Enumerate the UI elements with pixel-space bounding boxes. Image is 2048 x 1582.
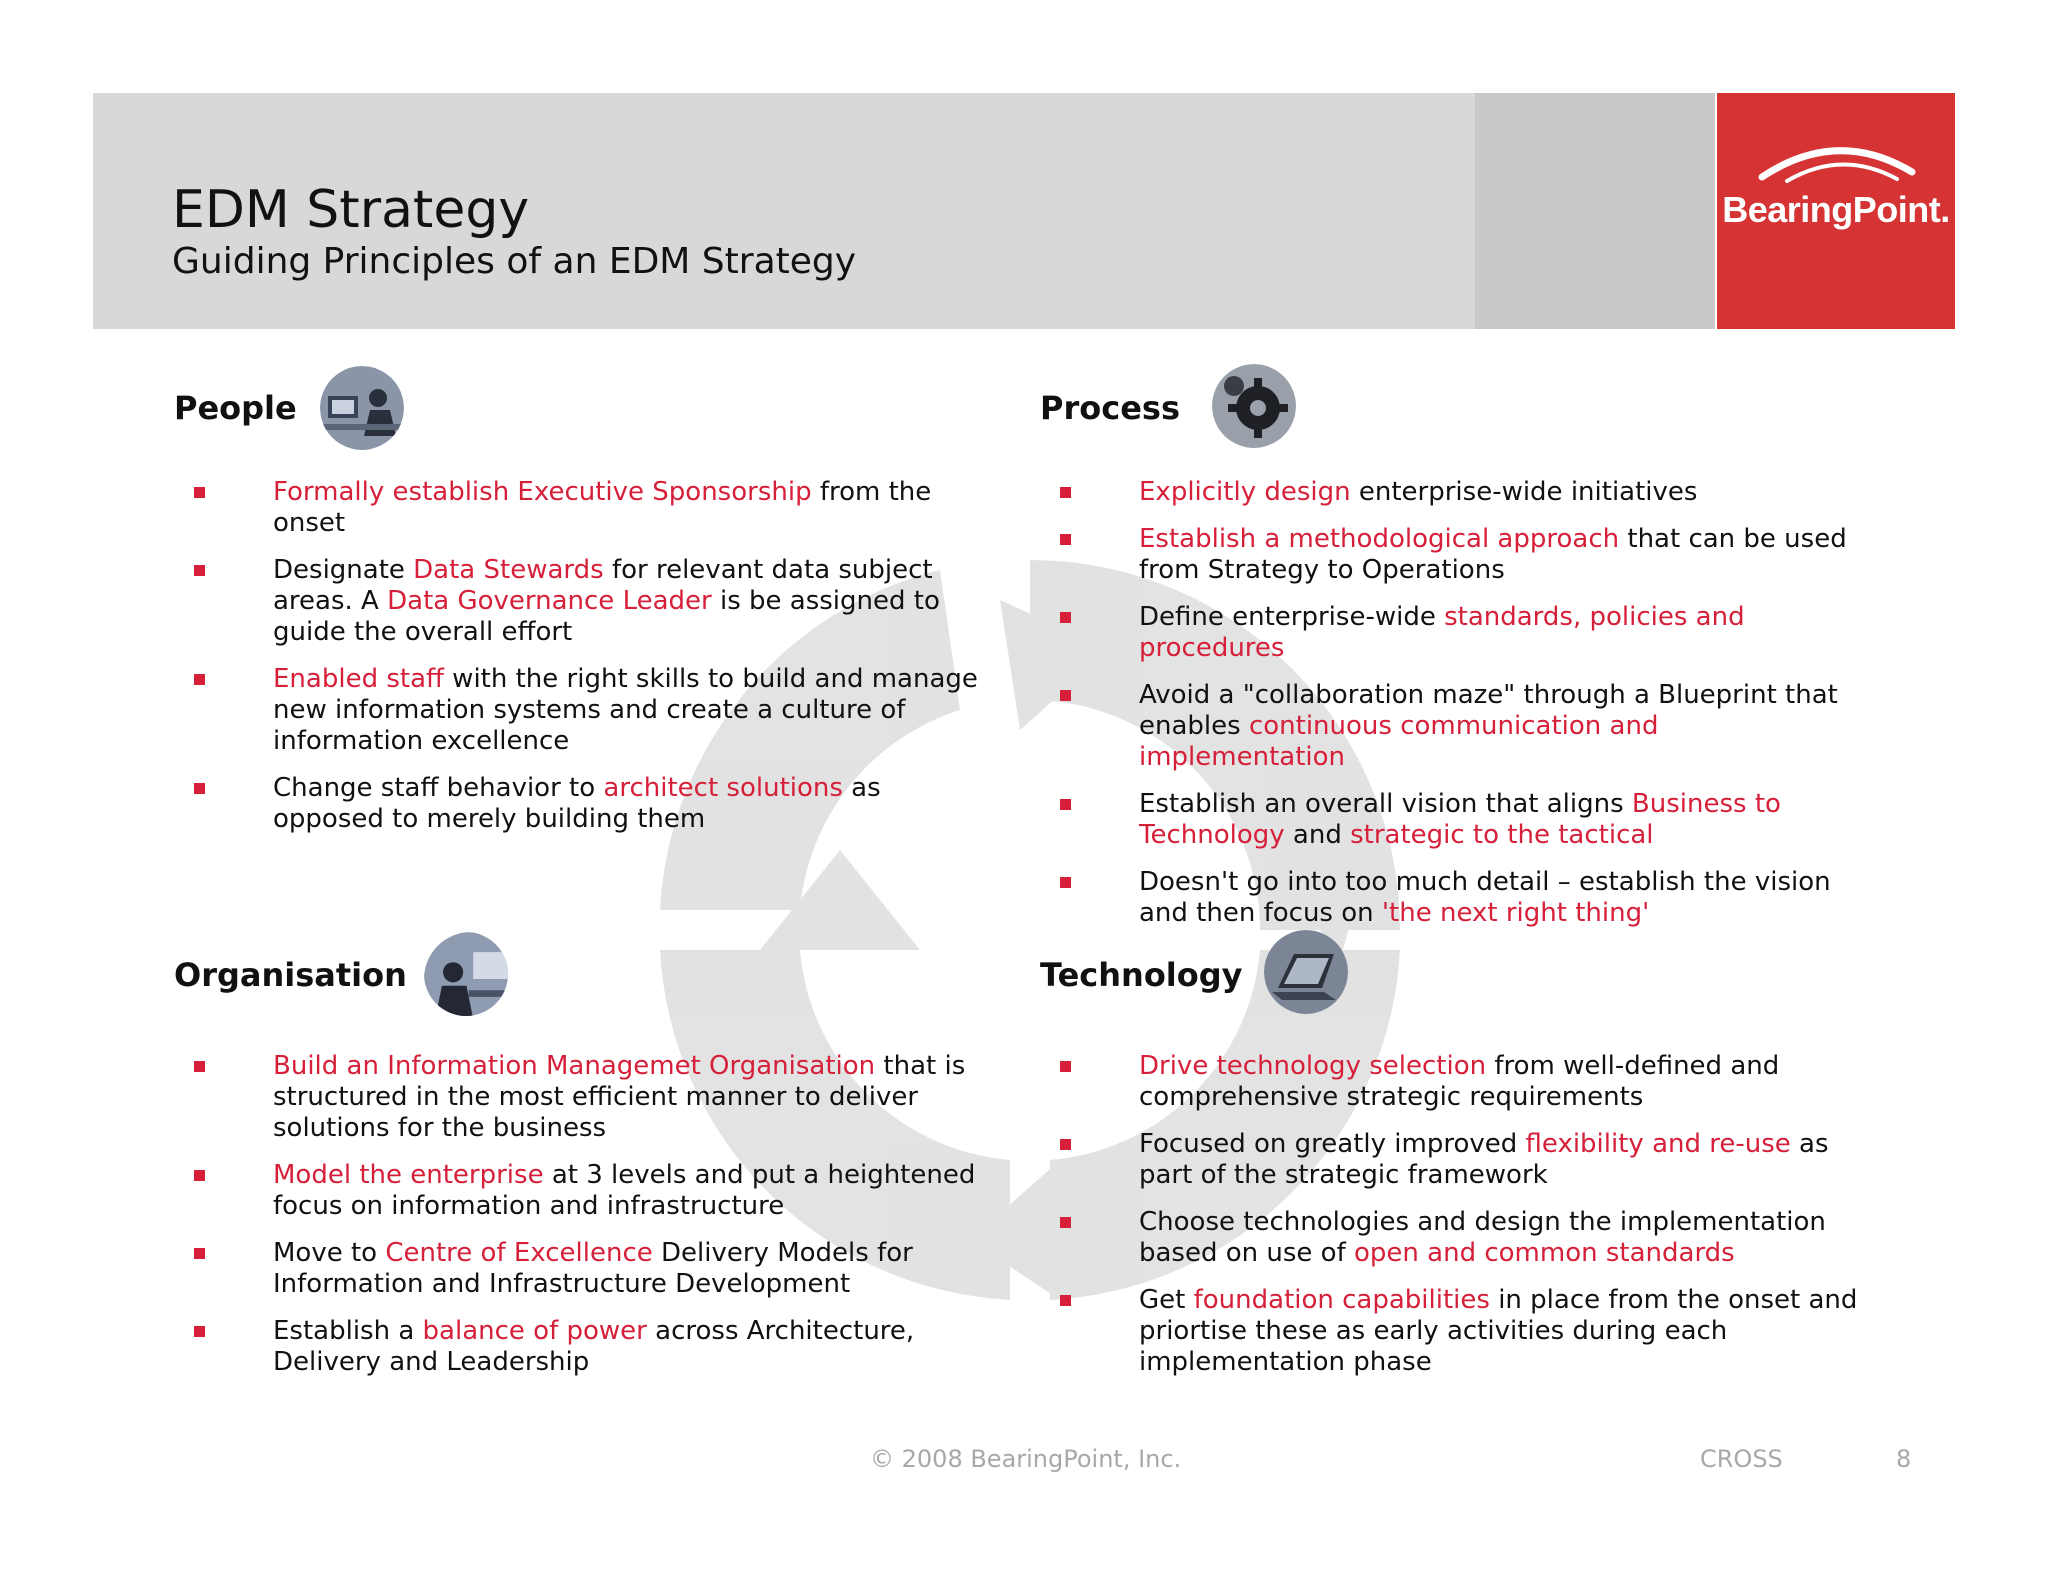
laptop-icon: [1264, 930, 1348, 1014]
bullet-text: Establish an overall vision that aligns: [1139, 789, 1632, 819]
people-at-desk-icon: [320, 366, 404, 450]
bullet-square-icon: [1060, 1139, 1071, 1150]
bullet-list-technology: [1060, 1051, 1860, 1394]
bullet-text: Avoid a "collaboration maze" through a Blueprint that enables: [1139, 680, 1838, 741]
bullet-square-icon: [194, 565, 205, 576]
bullet-square-icon: [1060, 690, 1071, 701]
highlighted-text: balance of power: [422, 1316, 647, 1346]
bullet-text: as part of the strategic framework: [1139, 1129, 1829, 1190]
highlighted-text: standards, policies and procedures: [1139, 602, 1745, 663]
bullet-item: [1060, 524, 1860, 586]
section-heading-process: Process: [1040, 389, 1180, 427]
section-heading-people: People: [174, 389, 297, 427]
highlighted-text: 'the next right thing': [1381, 898, 1650, 928]
bullet-text: Define enterprise-wide: [1139, 602, 1445, 632]
bullet-square-icon: [194, 674, 205, 685]
highlighted-text: Explicitly design: [1139, 477, 1351, 507]
logo-arc-icon: [1757, 137, 1917, 187]
section-heading-technology: Technology: [1040, 956, 1243, 994]
bullet-text: Doesn't go into too much detail – establish the vision and then focus on: [1139, 867, 1831, 928]
bullet-text: as opposed to merely building them: [273, 773, 881, 834]
page-subtitle: Guiding Principles of an EDM Strategy: [172, 241, 857, 282]
gears-icon: [1212, 364, 1296, 448]
bullet-list-process: [1060, 477, 1860, 945]
highlighted-text: foundation capabilities: [1193, 1285, 1490, 1315]
highlighted-text: Drive technology selection: [1139, 1051, 1487, 1081]
highlighted-text: Build an Information Managemet Organisation: [273, 1051, 876, 1081]
bullet-list-organisation: [194, 1051, 994, 1394]
bullet-item: [194, 1160, 994, 1222]
bullet-item: [1060, 477, 1860, 508]
bullet-text: in place from the onset and priortise these as early activities during each implementation phase: [1139, 1285, 1858, 1377]
bullet-square-icon: [194, 487, 205, 498]
bullet-square-icon: [194, 783, 205, 794]
bullet-text: Delivery Models for Information and Infrastructure Development: [273, 1238, 913, 1299]
bullet-square-icon: [1060, 877, 1071, 888]
highlighted-text: Centre of Excellence: [385, 1238, 653, 1268]
bullet-text: that is structured in the most efficient manner to deliver solutions for the business: [273, 1051, 966, 1143]
bearingpoint-logo: [1717, 93, 1955, 329]
bullet-item: [1060, 1285, 1860, 1378]
bullet-text: for relevant data subject areas. A: [273, 555, 933, 616]
highlighted-text: architect solutions: [603, 773, 843, 803]
section-heading-organisation: Organisation: [174, 956, 407, 994]
highlighted-text: strategic to the tactical: [1350, 820, 1654, 850]
highlighted-text: Establish a methodological approach: [1139, 524, 1620, 554]
highlighted-text: Enabled staff: [273, 664, 444, 694]
bullet-item: [1060, 1051, 1860, 1113]
highlighted-text: open and common standards: [1354, 1238, 1735, 1268]
bullet-text: Choose technologies and design the implementation based on use of: [1139, 1207, 1826, 1268]
bullet-text: Change staff behavior to: [273, 773, 604, 803]
page-number: 8: [1896, 1445, 1912, 1473]
bullet-item: [194, 773, 994, 835]
bullet-square-icon: [1060, 487, 1071, 498]
highlighted-text: continuous communication and implementation: [1139, 711, 1659, 772]
bullet-square-icon: [194, 1326, 205, 1337]
bullet-item: [194, 1051, 994, 1144]
bullet-square-icon: [1060, 1295, 1071, 1306]
page-title: EDM Strategy: [172, 180, 530, 240]
bullet-item: [1060, 1207, 1860, 1269]
bullet-square-icon: [1060, 612, 1071, 623]
bullet-square-icon: [194, 1061, 205, 1072]
highlighted-text: Data Governance Leader: [387, 586, 712, 616]
office-worker-icon: [424, 932, 508, 1016]
highlighted-text: Model the enterprise: [273, 1160, 544, 1190]
bullet-item: [194, 555, 994, 648]
bullet-square-icon: [1060, 534, 1071, 545]
bullet-square-icon: [1060, 799, 1071, 810]
bullet-text: enterprise-wide initiatives: [1350, 477, 1698, 507]
logo-text: BearingPoint.: [1722, 189, 1950, 230]
bullet-item: [194, 1238, 994, 1300]
highlighted-text: Formally establish Executive Sponsorship: [273, 477, 812, 507]
bullet-item: [1060, 1129, 1860, 1191]
bullet-text: from the onset: [273, 477, 932, 538]
bullet-text: and: [1284, 820, 1351, 850]
bullet-square-icon: [1060, 1061, 1071, 1072]
bullet-text: Move to: [273, 1238, 386, 1268]
header-band-accent: [1475, 93, 1715, 329]
bullet-text: with the right skills to build and manage new information systems and create a culture of information excellence: [273, 664, 978, 756]
bullet-item: [1060, 680, 1860, 773]
bullet-item: [194, 1316, 994, 1378]
highlighted-text: Business to Technology: [1139, 789, 1781, 850]
bullet-item: [194, 664, 994, 757]
bullet-square-icon: [194, 1170, 205, 1181]
bullet-square-icon: [194, 1248, 205, 1259]
bullet-item: [194, 477, 994, 539]
bullet-item: [1060, 867, 1860, 929]
bullet-text: from well-defined and comprehensive strategic requirements: [1139, 1051, 1780, 1112]
bullet-text: Establish a: [273, 1316, 423, 1346]
bullet-text: Designate: [273, 555, 414, 585]
bullet-square-icon: [1060, 1217, 1071, 1228]
bullet-text: at 3 levels and put a heightened focus on information and infrastructure: [273, 1160, 976, 1221]
highlighted-text: flexibility and re-use: [1525, 1129, 1791, 1159]
highlighted-text: Data Stewards: [413, 555, 604, 585]
footer-copyright: © 2008 BearingPoint, Inc.: [870, 1445, 1182, 1473]
bullet-text: is be assigned to guide the overall effort: [273, 586, 940, 647]
bullet-text: across Architecture, Delivery and Leadership: [273, 1316, 915, 1377]
bullet-item: [1060, 789, 1860, 851]
bullet-item: [1060, 602, 1860, 664]
footer-label: CROSS: [1700, 1445, 1783, 1473]
bullet-text: Focused on greatly improved: [1139, 1129, 1526, 1159]
bullet-text: Get: [1139, 1285, 1194, 1315]
bullet-text: that can be used from Strategy to Operations: [1139, 524, 1847, 585]
bullet-list-people: [194, 477, 994, 851]
